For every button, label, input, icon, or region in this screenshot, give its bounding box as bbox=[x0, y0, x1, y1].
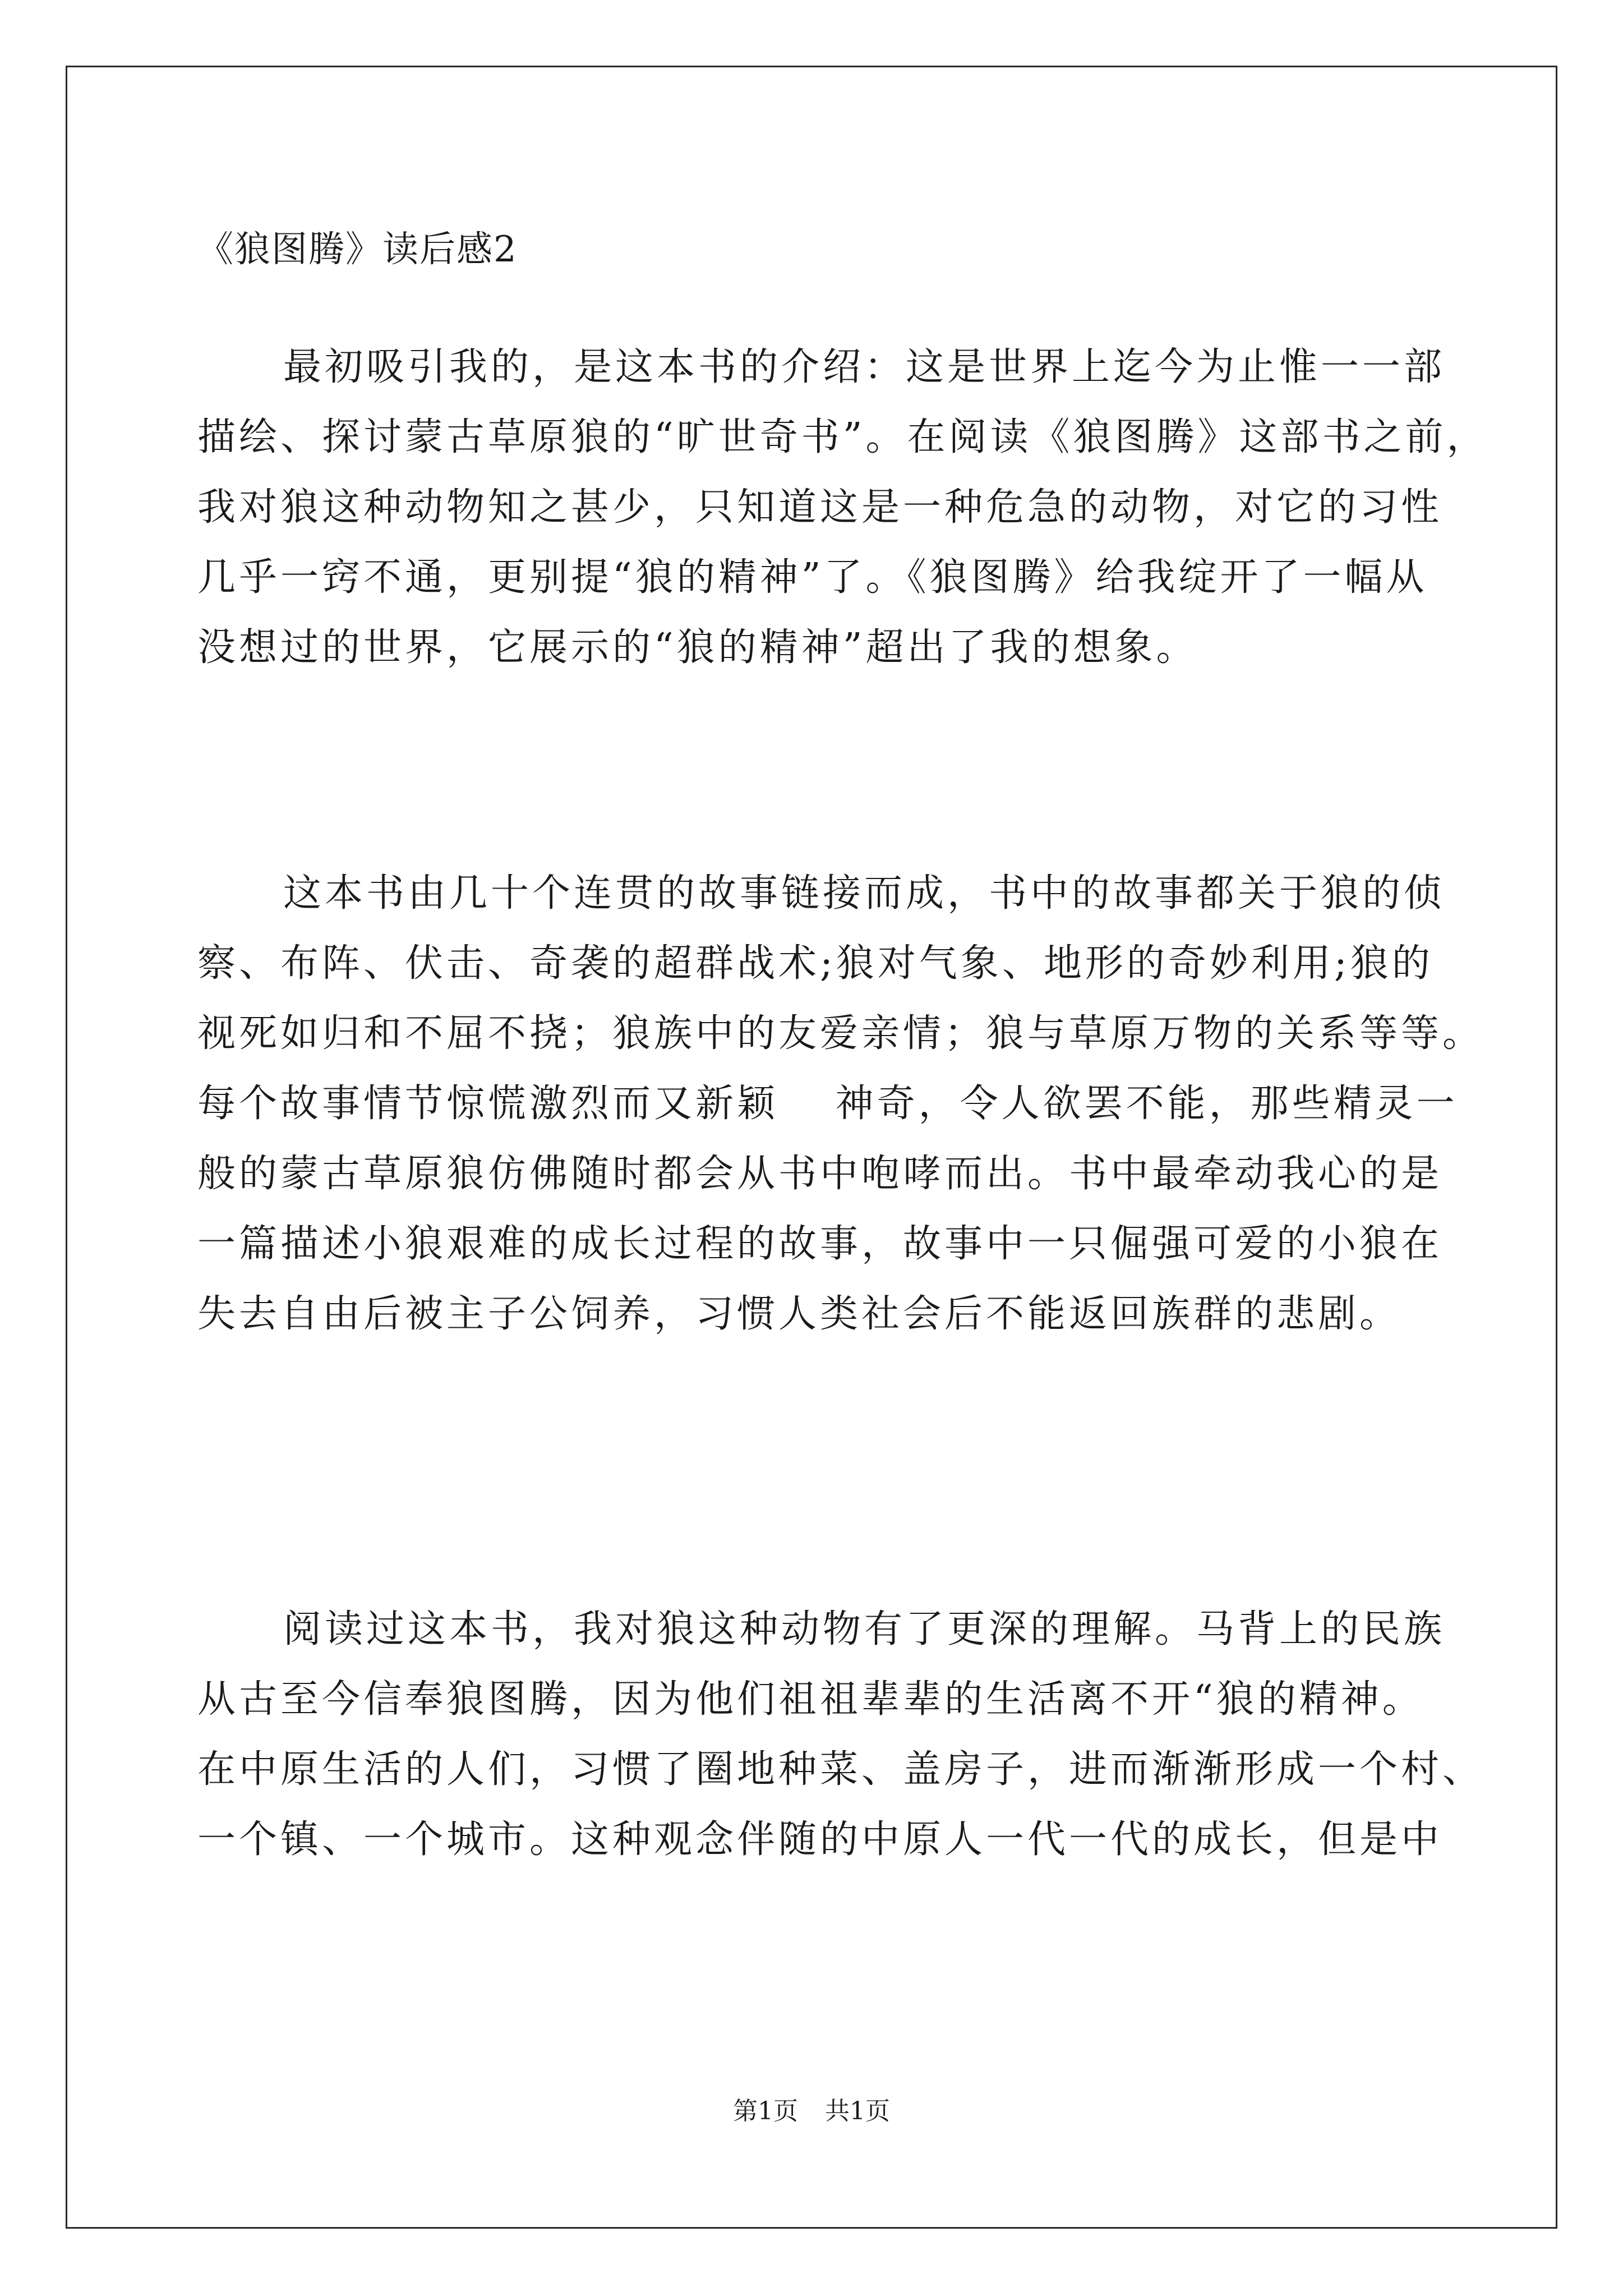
paragraph-1-line-2: 描绘、探讨蒙古草原狼的“旷世奇书”。在阅读《狼图腾》这部书之前， bbox=[197, 415, 1488, 459]
paragraph-1-line-3: 我对狼这种动物知之甚少，只知道这是一种危急的动物，对它的习性 bbox=[197, 485, 1443, 530]
page-footer bbox=[0, 2095, 1623, 2128]
page-number-total: 共1页 bbox=[825, 2097, 890, 2125]
page-number-current: 第1页 bbox=[733, 2097, 798, 2125]
paragraph-1-line-4: 几乎一窍不通，更别提“狼的精神”了。《狼图腾》给我绽开了一幅从 bbox=[197, 555, 1428, 600]
paragraph-3-line-4: 一个镇、一个城市。这种观念伴随的中原人一代一代的成长，但是中 bbox=[197, 1818, 1443, 1862]
document-title: 《狼图腾》读后感2 bbox=[197, 229, 518, 270]
paragraph-2-line-7: 失去自由后被主子公饲养，习惯人类社会后不能返回族群的悲剧。 bbox=[197, 1292, 1401, 1336]
paragraph-2-line-2: 察、布阵、伏击、奇袭的超群战术;狼对气象、地形的奇妙利用;狼的 bbox=[197, 941, 1433, 986]
paragraph-2-line-6: 一篇描述小狼艰难的成长过程的故事，故事中一只倔强可爱的小狼在 bbox=[197, 1222, 1443, 1266]
paragraph-3-line-2: 从古至今信奉狼图腾，因为他们祖祖辈辈的生活离不开“狼的精神。 bbox=[197, 1677, 1424, 1722]
paragraph-2-line-5: 般的蒙古草原狼仿佛随时都会从书中咆哮而出。书中最牵动我心的是 bbox=[197, 1152, 1443, 1196]
paragraph-2-line-4: 每个故事情节惊慌激烈而又新颖 神奇，令人欲罢不能，那些精灵一 bbox=[197, 1082, 1458, 1126]
paragraph-1-line-1: 最初吸引我的，是这本书的介绍：这是世界上迄今为止惟一一部 bbox=[283, 345, 1446, 389]
paragraph-1-line-5: 没想过的世界，它展示的“狼的精神”超出了我的想象。 bbox=[197, 625, 1198, 670]
paragraph-3-line-1: 阅读过这本书，我对狼这种动物有了更深的理解。马背上的民族 bbox=[283, 1607, 1446, 1651]
paragraph-3-line-3: 在中原生活的人们，习惯了圈地种菜、盖房子，进而渐渐形成一个村、 bbox=[197, 1747, 1484, 1792]
paragraph-2-line-3: 视死如归和不屈不挠；狼族中的友爱亲情；狼与草原万物的关系等等。 bbox=[197, 1011, 1484, 1056]
paragraph-2-line-1: 这本书由几十个连贯的故事链接而成，书中的故事都关于狼的侦 bbox=[283, 871, 1446, 915]
